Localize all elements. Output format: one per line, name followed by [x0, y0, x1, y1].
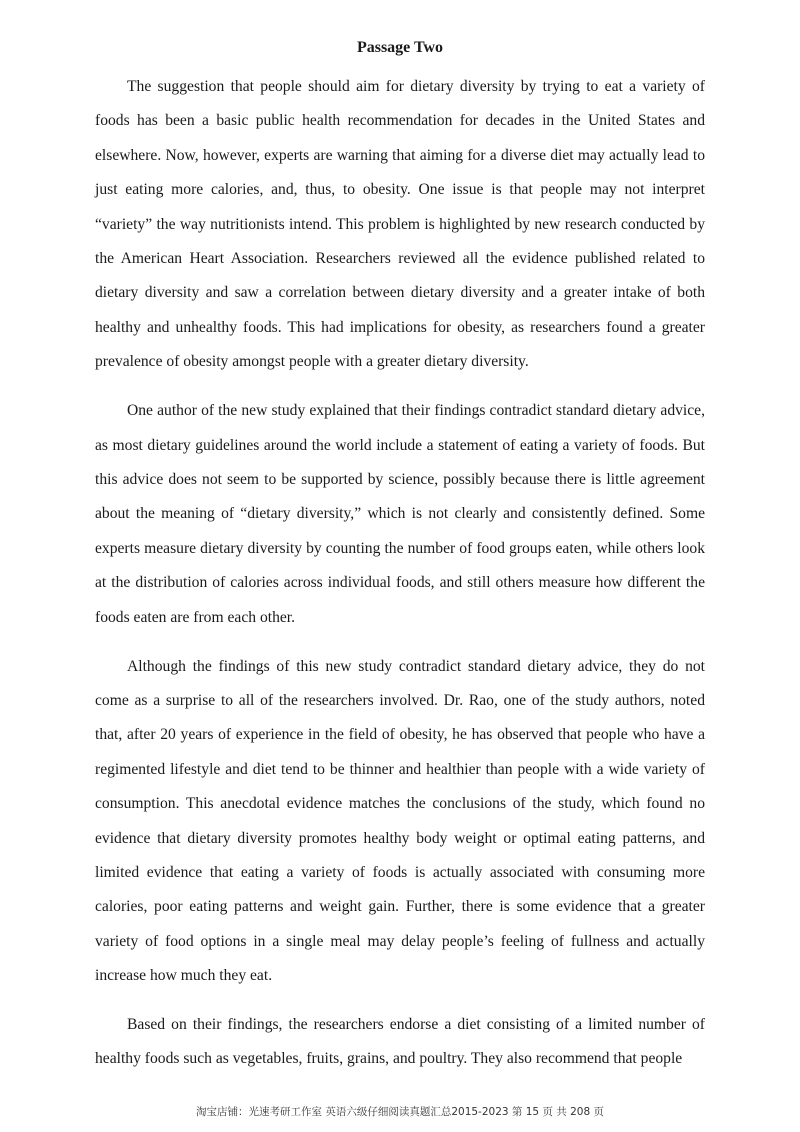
- paragraph-3: Although the findings of this new study contradict standard dietary advice, they do not come as a surprise to all of the researchers involved. Dr. Rao, one of the study authors, noted that, after 20 years of experience in the field of obesity, he has observed that people who have a regimented lifestyle and diet tend to be thinner and healthier than people with a wide variety of consumption. This anecdotal evidence matches the conclusions of the study, which found no evidence that dietary diversity promotes healthy body weight or optimal eating patterns, and limited evidence that eating a variety of foods is actually associated with consuming more calories, poor eating patterns and weight gain. Further, there is some evidence that a greater variety of food options in a single meal may delay people’s feeling of fullness and actually increase how much they eat.: [95, 657, 705, 985]
- page-footer: 淘宝店铺：光速考研工作室 英语六级仔细阅读真题汇总2015-2023 第 15 页 共 208 页: [196, 1106, 604, 1118]
- passage-title: Passage Two: [356, 39, 444, 56]
- passage-body: [95, 70, 705, 1091]
- paragraph-1: The suggestion that people should aim for dietary diversity by trying to eat a variety of foods has been a basic public health recommendation for decades in the United States and elsewhere. Now, however, experts are warning that aiming for a diverse diet may actually lead to just eating more calories, and, thus, to obesity. One issue is that people may not interpret “variety” the way nutritionists intend. This problem is highlighted by new research conducted by the American Heart Association. Researchers reviewed all the evidence published related to dietary diversity and saw a correlation between dietary diversity and a greater intake of both healthy and unhealthy foods. This had implications for obesity, as researchers found a greater prevalence of obesity amongst people with a greater dietary diversity.: [95, 78, 705, 371]
- paragraph-4: Based on their findings, the researchers endorse a diet consisting of a limited number of healthy foods such as vegetables, fruits, grains, and poultry. They also recommend that people: [95, 1016, 705, 1068]
- paragraph-2: One author of the new study explained that their findings contradict standard dietary advice, as most dietary guidelines around the world include a statement of eating a variety of foods. But this advice does not seem to be supported by science, possibly because there is little agreement about the meaning of “dietary diversity,” which is not clearly and consistently defined. Some experts measure dietary diversity by counting the number of food groups eaten, while others look at the distribution of calories across individual foods, and still others measure how different the foods eaten are from each other.: [95, 402, 705, 626]
